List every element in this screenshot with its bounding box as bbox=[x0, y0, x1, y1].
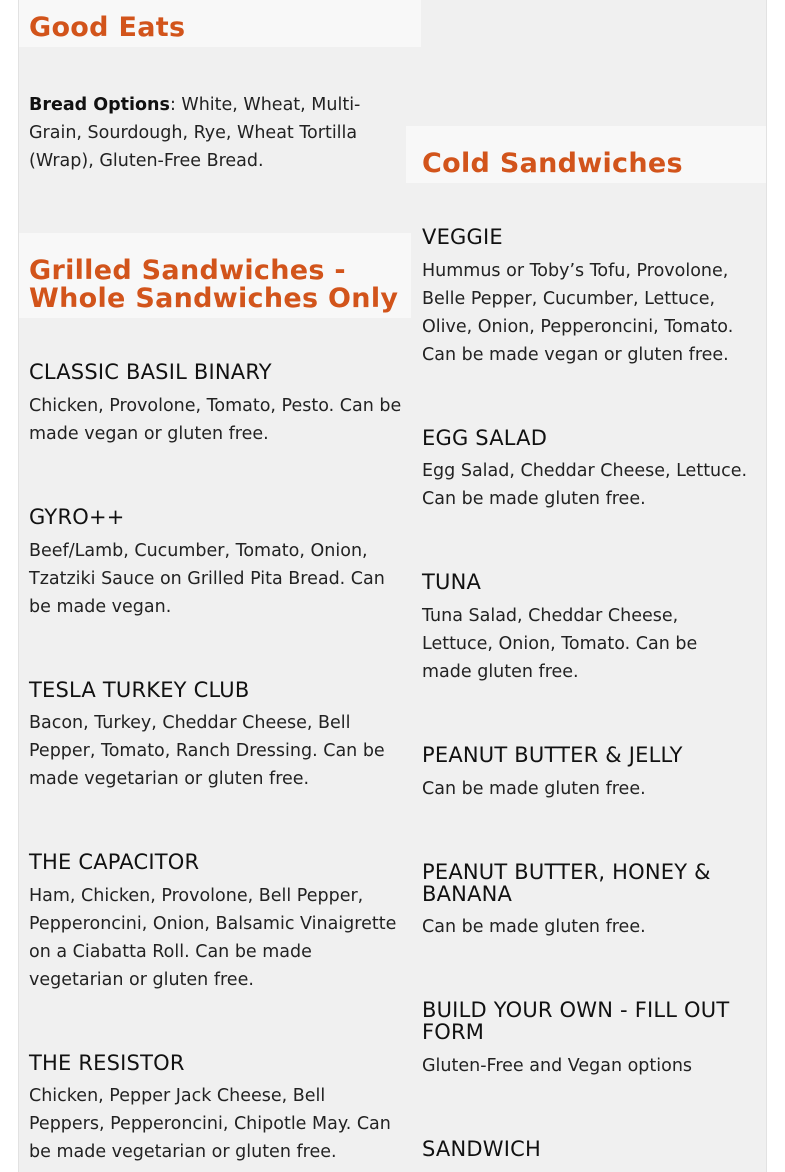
menu-item-title: CLASSIC BASIL BINARY bbox=[29, 360, 272, 384]
menu-item-title: THE CAPACITOR bbox=[29, 850, 200, 874]
cold-section-heading: Cold Sandwiches bbox=[422, 148, 683, 179]
menu-item-desc: Can be made gluten free. bbox=[422, 917, 646, 937]
menu-item-desc: Chicken, Provolone, Tomato, Pesto. Can be made vegan or gluten free. bbox=[29, 396, 402, 444]
bread-options bbox=[29, 91, 399, 175]
menu-item-title: TUNA bbox=[422, 570, 482, 594]
menu-item-desc: Chicken, Pepper Jack Cheese, Bell Peppers, Pepperoncini, Chipotle May. Can be made vegetarian or gluten free. bbox=[29, 1086, 391, 1162]
bread-options-label: Bread Options bbox=[29, 95, 170, 115]
grilled-section-heading: Grilled Sandwiches - Whole Sandwiches Only bbox=[29, 255, 399, 314]
menu-item-title: BUILD YOUR OWN - FILL OUT FORM bbox=[422, 998, 730, 1044]
menu-item-title: TESLA TURKEY CLUB bbox=[29, 678, 250, 702]
menu-item-desc: Gluten-Free and Vegan options bbox=[422, 1056, 693, 1076]
menu-item-title: SANDWICH bbox=[422, 1137, 541, 1161]
menu-item-title: GYRO++ bbox=[29, 505, 125, 529]
menu-item-desc: Can be made gluten free. bbox=[422, 779, 646, 799]
menu-item-title: PEANUT BUTTER & JELLY bbox=[422, 743, 683, 767]
menu-item-desc: Tuna Salad, Cheddar Cheese, Lettuce, Onion, Tomato. Can be made gluten free. bbox=[422, 606, 698, 682]
menu-item-desc: Hummus or Toby’s Tofu, Provolone, Belle Pepper, Cucumber, Lettuce, Olive, Onion, Pepperoncini, Tomato. Can be made vegan or gluten free. bbox=[422, 261, 734, 365]
menu-item-desc: Beef/Lamb, Cucumber, Tomato, Onion, Tzatziki Sauce on Grilled Pita Bread. Can be made vegan. bbox=[29, 541, 385, 617]
menu-item-title: VEGGIE bbox=[422, 225, 503, 249]
menu-item-desc: Egg Salad, Cheddar Cheese, Lettuce. Can be made gluten free. bbox=[422, 461, 748, 509]
menu-item-desc: Bacon, Turkey, Cheddar Cheese, Bell Pepper, Tomato, Ranch Dressing. Can be made vegetarian or gluten free. bbox=[29, 713, 385, 789]
menu-item-title: EGG SALAD bbox=[422, 426, 548, 450]
brand-title: Good Eats bbox=[29, 12, 186, 43]
bread-options-text: : White, Wheat, Multi-Grain, Sourdough, Rye, Wheat Tortilla (Wrap), Gluten-Free Bread. bbox=[29, 95, 361, 171]
menu-item-desc: Ham, Chicken, Provolone, Bell Pepper, Pepperoncini, Onion, Balsamic Vinaigrette on a Ciabatta Roll. Can be made vegetarian or gluten free. bbox=[29, 886, 397, 990]
menu-item-title: PEANUT BUTTER, HONEY & BANANA bbox=[422, 860, 711, 906]
menu-item-title: THE RESISTOR bbox=[29, 1051, 185, 1075]
